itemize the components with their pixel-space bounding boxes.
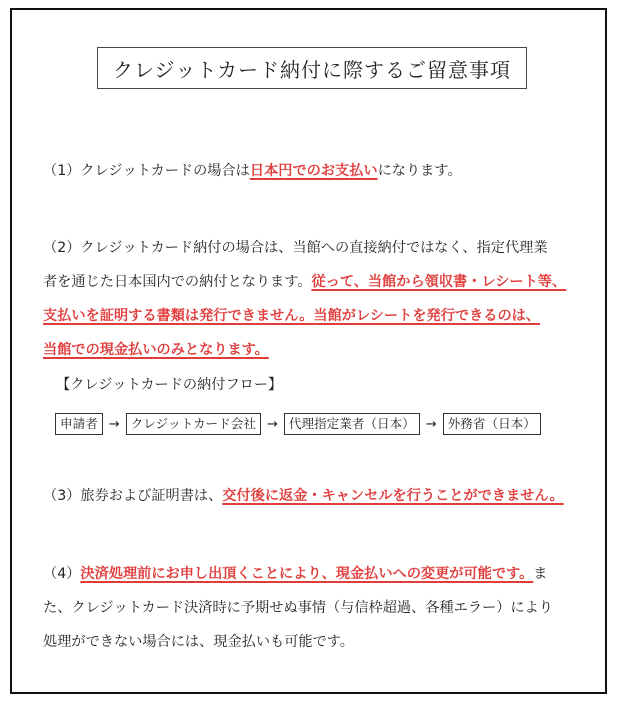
item-3-highlight: 交付後に返金・キャンセルを行うことができません。 xyxy=(222,488,564,504)
item-2-line-2 xyxy=(43,265,588,299)
item-4-line-2: た、クレジットカード決済時に予期せぬ事情（与信枠超過、各種エラー）により xyxy=(43,600,553,616)
title-text: クレジットカード納付に際するご留意事項 xyxy=(113,57,511,82)
item-1-prefix: （1）クレジットカードの場合は xyxy=(43,163,250,179)
item-3-prefix: （3）旅券および証明書は、 xyxy=(43,488,223,504)
item-2 xyxy=(43,231,588,367)
flow-step-agent: 代理指定業者（日本） xyxy=(284,413,420,435)
flow-arrow-2: → xyxy=(266,416,278,432)
item-2-line-1: （2）クレジットカード納付の場合は、当館への直接納付ではなく、指定代理業 xyxy=(43,240,548,256)
flow-title: 【クレジットカードの納付フロー】 xyxy=(56,377,283,393)
flow-arrow-1: → xyxy=(108,416,120,432)
item-3-line xyxy=(43,479,588,513)
item-4-suffix: ま xyxy=(533,566,548,582)
item-3 xyxy=(43,479,588,513)
item-2-line-4-red: 当館での現金払いのみとなります。 xyxy=(43,342,269,358)
flow-arrow-3: → xyxy=(425,416,437,432)
item-2-line-2-plain: 者を通じた日本国内での納付となります。 xyxy=(43,274,312,290)
item-1-highlight: 日本円でのお支払い xyxy=(249,163,378,179)
item-4 xyxy=(43,557,588,659)
flow-diagram xyxy=(55,412,541,436)
flow-step-applicant: 申請者 xyxy=(55,413,103,435)
item-2-line-2-red: 従って、当館から領収書・レシート等、 xyxy=(311,274,567,290)
item-4-prefix: （4） xyxy=(43,566,81,582)
item-1-suffix: になります。 xyxy=(377,163,462,179)
item-1-line xyxy=(43,154,588,188)
item-1 xyxy=(43,154,588,188)
flow-step-card-company: クレジットカード会社 xyxy=(126,413,261,435)
document-title xyxy=(97,47,527,89)
item-2-line-3 xyxy=(43,299,588,333)
item-4-line-1 xyxy=(43,557,588,591)
item-4-line-3: 処理ができない場合には、現金払いも可能です。 xyxy=(43,634,354,650)
item-4-highlight: 決済処理前にお申し出頂くことにより、現金払いへの変更が可能です。 xyxy=(80,566,534,582)
flow-step-mofa: 外務省（日本） xyxy=(443,413,541,435)
item-2-line-3-red: 支払いを証明する書類は発行できません。当館がレシートを発行できるのは、 xyxy=(43,308,541,324)
item-2-line-4 xyxy=(43,333,588,367)
